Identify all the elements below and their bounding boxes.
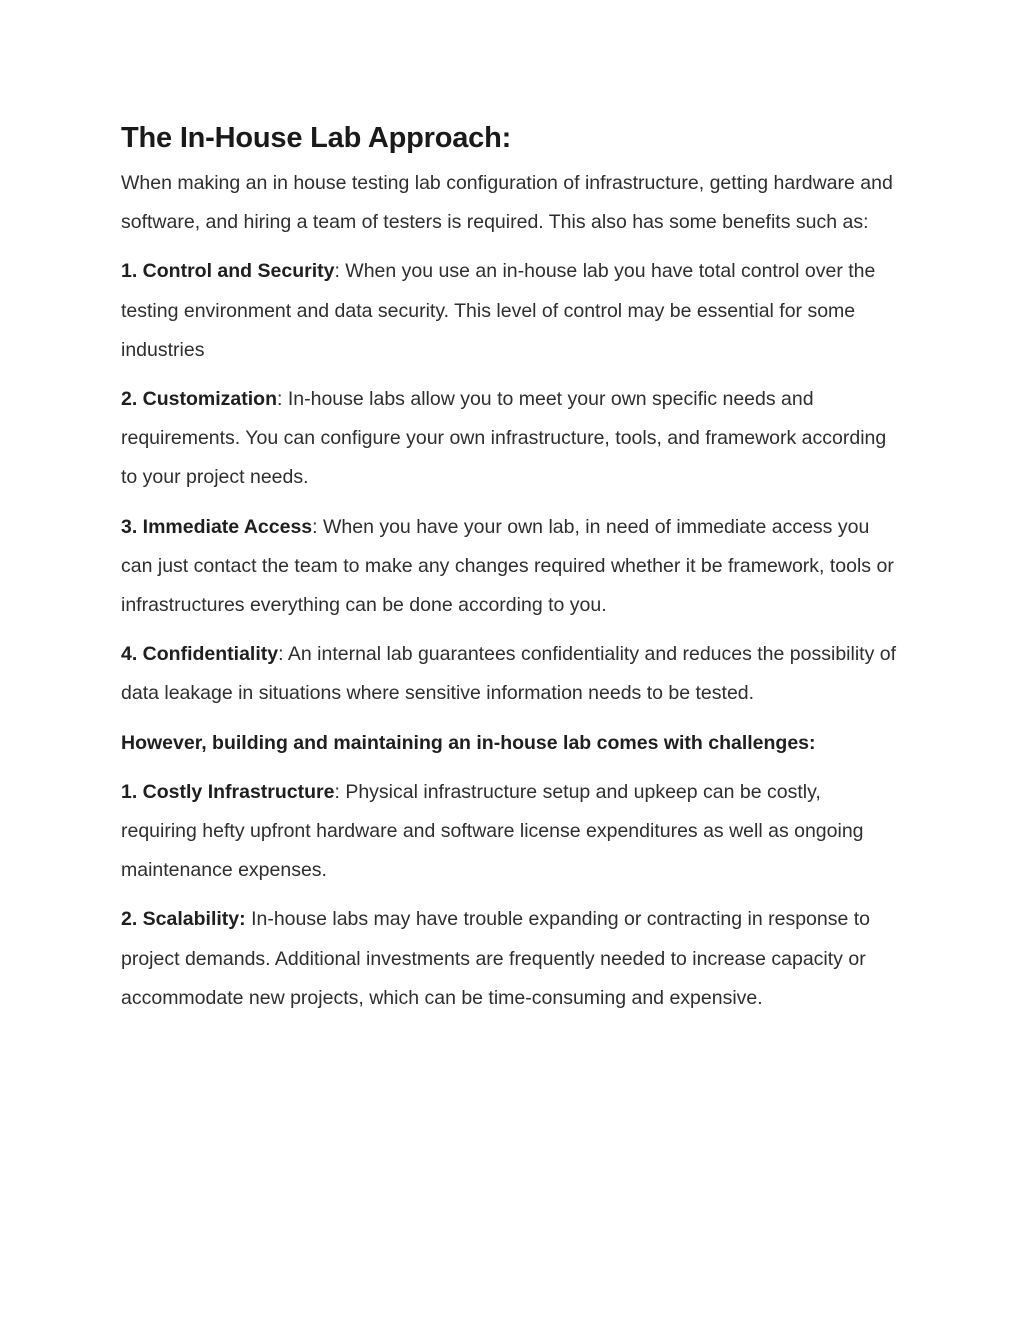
document-page [121, 118, 901, 1028]
benefit-separator: : [334, 260, 346, 283]
benefit-confidentiality [121, 635, 901, 713]
benefit-text: When you have your own lab, in need of immediate access you can just contact the team to make any changes required whether it be framework, tools or infrastructures everything can be done according to you. [121, 515, 894, 617]
benefit-control-security [121, 252, 901, 370]
benefit-text: When you use an in-house lab you have total control over the testing environment and data security. This level of control may be essential for some industries [121, 260, 876, 361]
challenge-costly-infrastructure [121, 773, 901, 891]
challenge-text: Physical infrastructure setup and upkeep can be costly, requiring hefty upfront hardware and software license expenditures as well as ongoing maintenance expenses. [121, 780, 864, 882]
benefit-text: An internal lab guarantees confidentiality and reduces the possibility of data leakage in situations where sensitive information needs to be tested. [121, 643, 897, 705]
challenge-separator: : [334, 780, 346, 803]
challenge-scalability [121, 900, 901, 1018]
benefit-text: In-house labs allow you to meet your own specific needs and requirements. You can configure your own infrastructure, tools, and framework according to your project needs. [121, 388, 887, 489]
benefit-label: 3. Immediate Access [121, 515, 313, 538]
benefit-label: 4. Confidentiality [121, 643, 279, 666]
challenge-text: In-house labs may have trouble expanding or contracting in response to project demands. Additional investments are frequently needed to increase capacity or accommodate new projects, which can be time-consuming and expensive. [121, 908, 871, 1009]
intro-paragraph: When making an in house testing lab configuration of infrastructure, getting hardware and software, and hiring a team of testers is required. This also has some benefits such as: [121, 172, 893, 234]
challenges-heading: However, building and maintaining an in-house lab comes with challenges: [121, 731, 816, 754]
benefit-label: 1. Control and Security [121, 260, 335, 283]
benefit-customization [121, 380, 901, 498]
benefit-separator: : [278, 643, 288, 666]
benefit-separator: : [277, 388, 288, 411]
benefit-immediate-access [121, 508, 901, 626]
benefit-label: 2. Customization [121, 388, 278, 411]
benefit-separator: : [312, 515, 323, 538]
challenge-label: 2. Scalability: [121, 908, 246, 931]
challenge-label: 1. Costly Infrastructure [121, 780, 335, 803]
page-title: The In-House Lab Approach: [121, 122, 512, 154]
